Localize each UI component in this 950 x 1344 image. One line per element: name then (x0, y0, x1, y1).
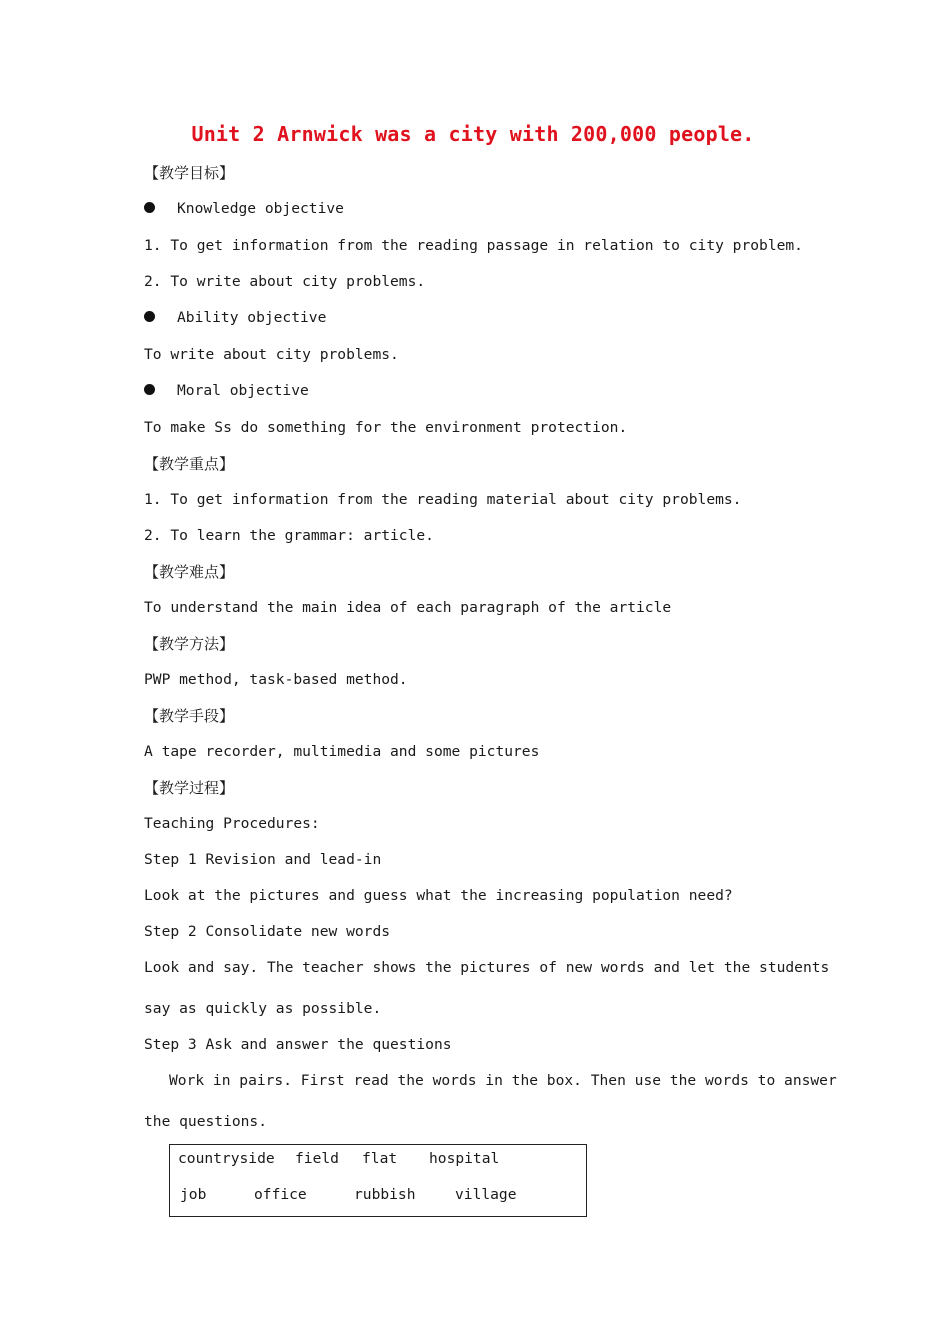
step-2-text-line-2: say as quickly as possible. (144, 1000, 382, 1017)
word-item: field (295, 1150, 339, 1167)
word-item: countryside (178, 1150, 275, 1167)
step-2-text-line-1: Look and say. The teacher shows the pictures of new words and let the students (144, 959, 830, 976)
bullet-icon (144, 384, 155, 395)
key-point-1: 1. To get information from the reading material about city problems. (144, 491, 742, 508)
step-3-text-line-1: Work in pairs. First read the words in the box. Then use the words to answer (169, 1072, 837, 1089)
objectives-heading: 【教学目标】 (144, 164, 235, 182)
word-item: office (254, 1186, 307, 1203)
process-heading: 【教学过程】 (144, 779, 235, 797)
procedures-label: Teaching Procedures: (144, 815, 320, 832)
difficulties-heading: 【教学难点】 (144, 563, 235, 581)
knowledge-item-1: 1. To get information from the reading passage in relation to city problem. (144, 237, 803, 254)
means-heading: 【教学手段】 (144, 707, 235, 725)
step-3-title: Step 3 Ask and answer the questions (144, 1036, 452, 1053)
key-point-2: 2. To learn the grammar: article. (144, 527, 434, 544)
ability-objective-label: Ability objective (177, 309, 327, 326)
knowledge-item-2: 2. To write about city problems. (144, 273, 426, 290)
word-item: flat (362, 1150, 398, 1167)
knowledge-objective-label: Knowledge objective (177, 200, 344, 217)
methods-heading: 【教学方法】 (144, 635, 235, 653)
moral-objective-label: Moral objective (177, 382, 309, 399)
word-box (169, 1144, 587, 1217)
ability-text: To write about city problems. (144, 346, 399, 363)
word-item: job (180, 1186, 207, 1203)
word-item: hospital (429, 1150, 500, 1167)
step-1-title: Step 1 Revision and lead-in (144, 851, 382, 868)
key-points-heading: 【教学重点】 (144, 455, 235, 473)
bullet-icon (144, 202, 155, 213)
ability-objective-item (144, 308, 326, 328)
word-item: rubbish (354, 1186, 416, 1203)
knowledge-objective-item (144, 199, 344, 219)
difficulties-text: To understand the main idea of each paragraph of the article (144, 599, 672, 616)
moral-objective-item (144, 381, 309, 401)
methods-text: PWP method, task-based method. (144, 671, 408, 688)
step-3-text-line-2: the questions. (144, 1113, 268, 1130)
document-title: Unit 2 Arnwick was a city with 200,000 people. (191, 122, 755, 146)
step-1-text: Look at the pictures and guess what the increasing population need? (144, 887, 733, 904)
bullet-icon (144, 311, 155, 322)
step-2-title: Step 2 Consolidate new words (144, 923, 391, 940)
means-text: A tape recorder, multimedia and some pictures (144, 743, 540, 760)
word-item: village (455, 1186, 517, 1203)
moral-text: To make Ss do something for the environment protection. (144, 419, 628, 436)
